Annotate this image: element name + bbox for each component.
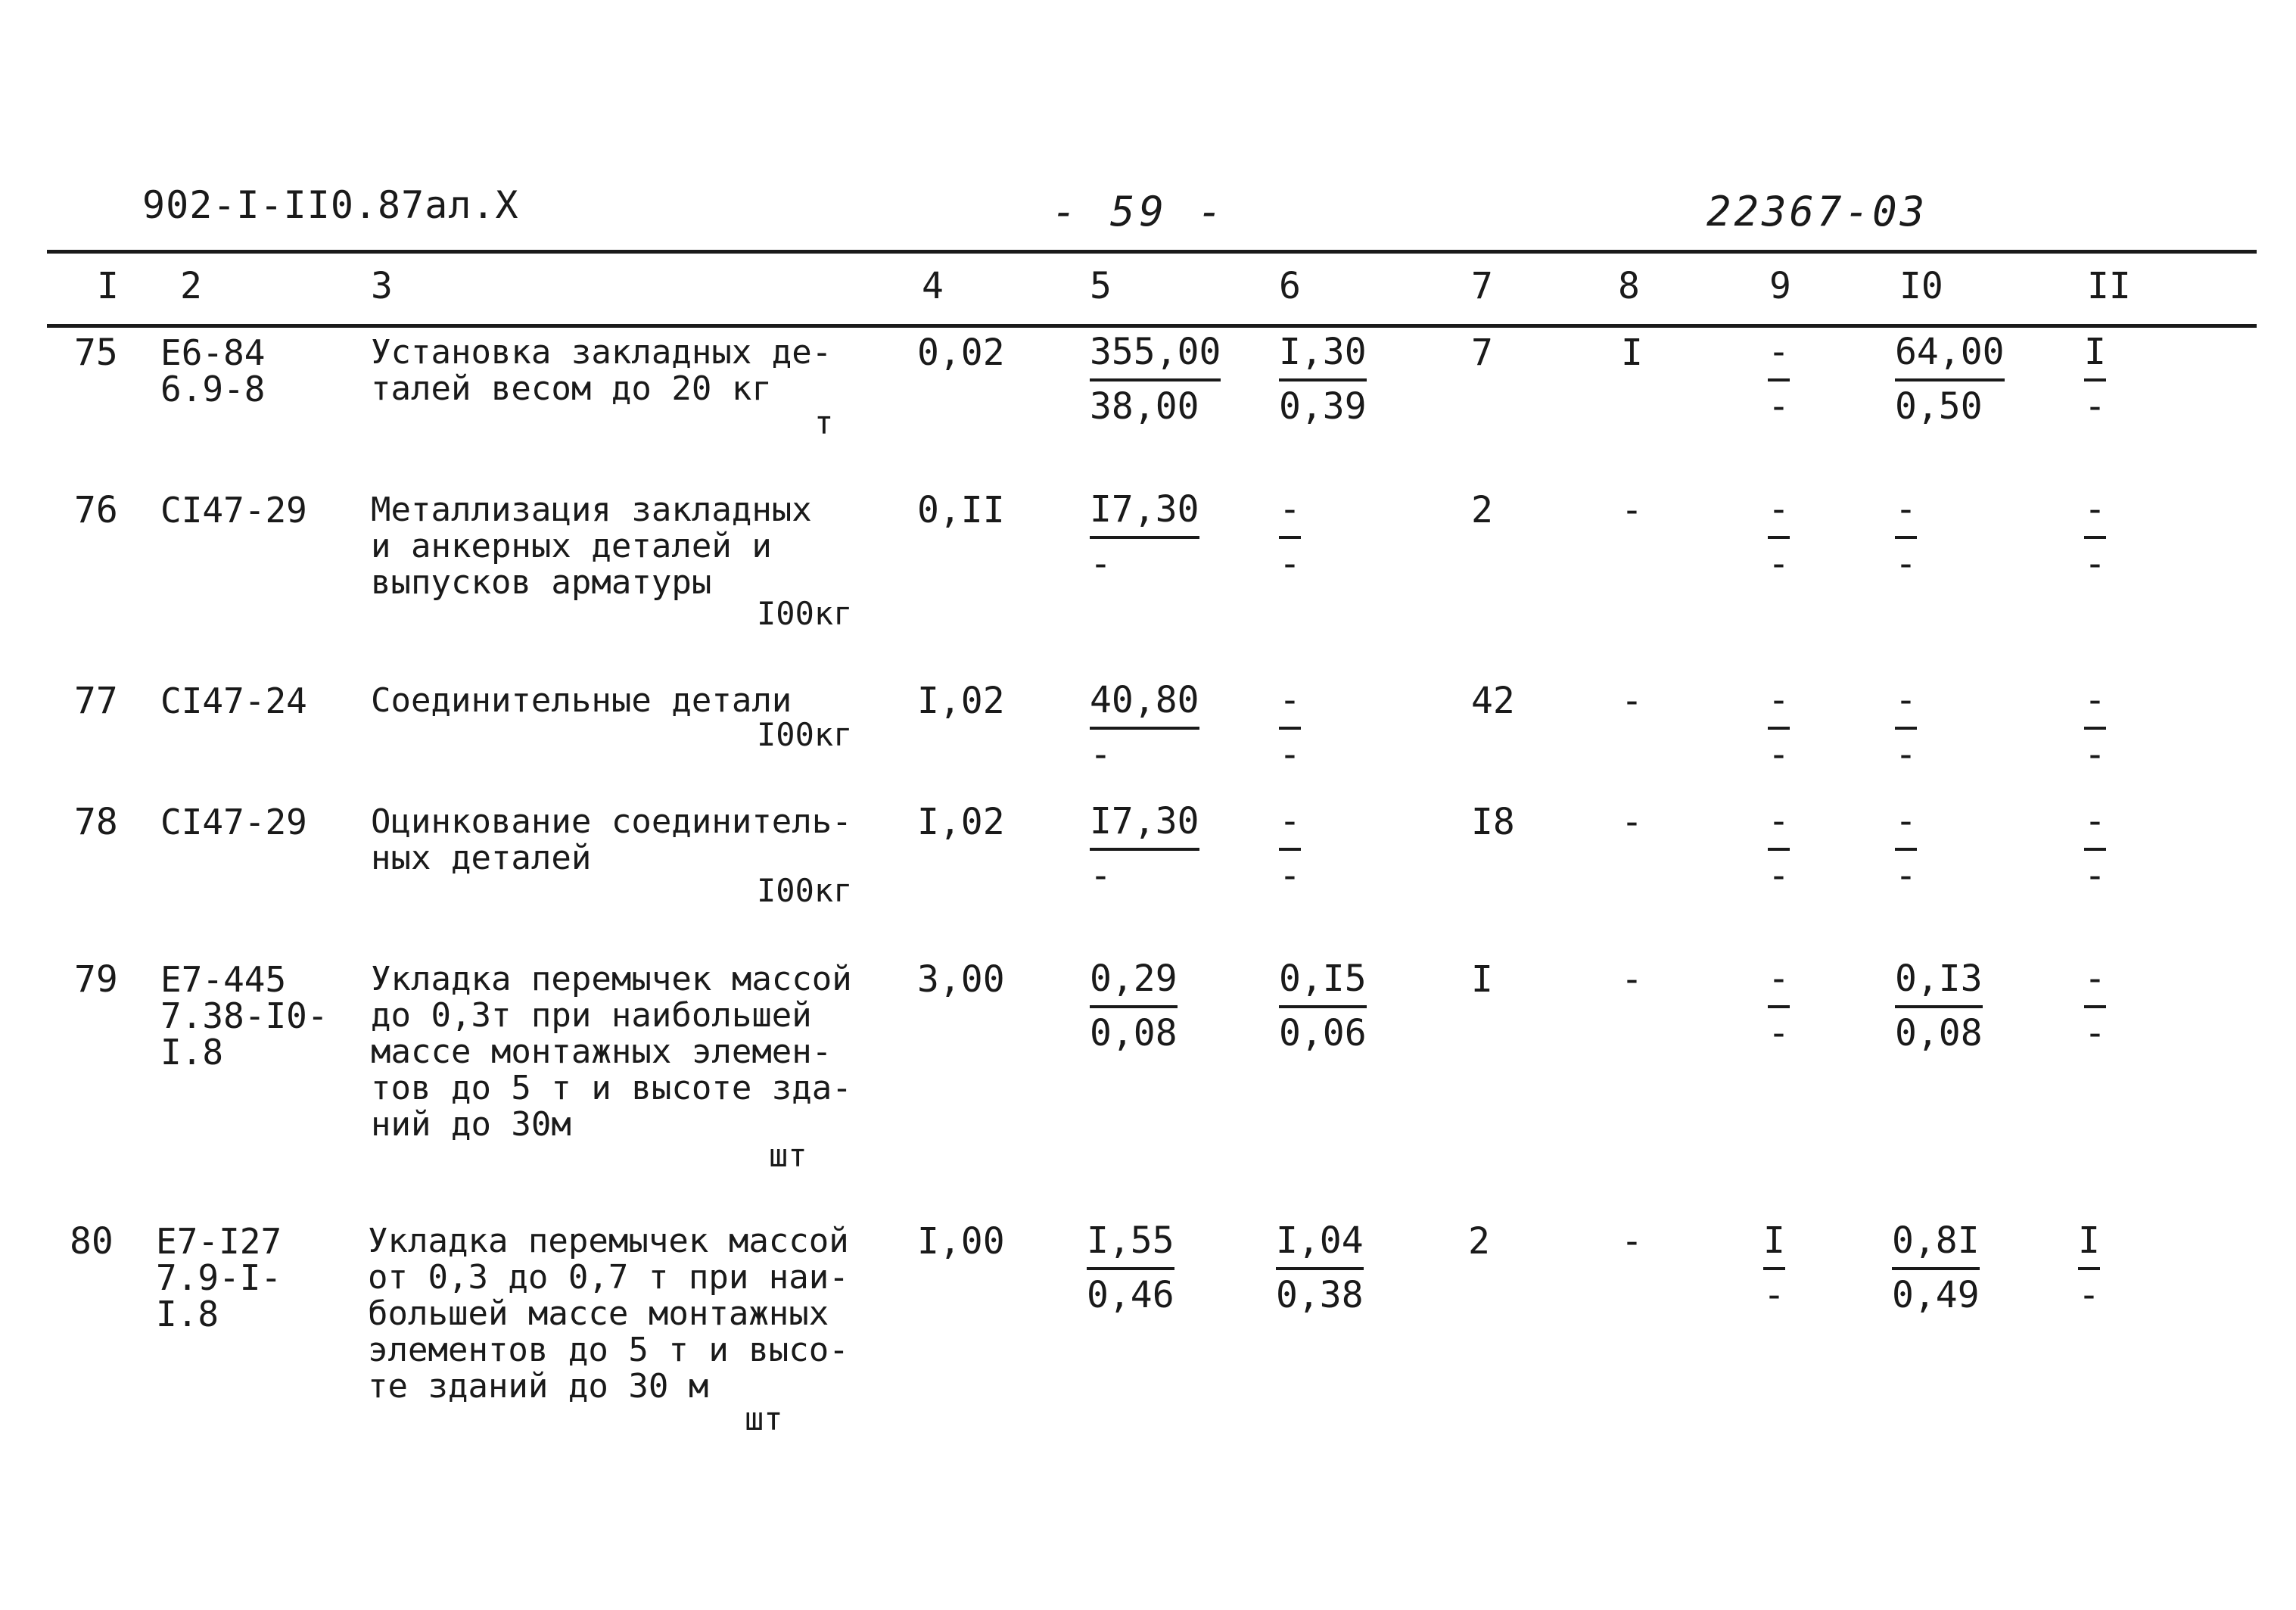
norm-code: СI47-24 — [160, 680, 307, 721]
col7-value: 2 — [1468, 1220, 1490, 1263]
fraction-bottom: - — [1279, 855, 1301, 897]
fraction-col11 — [2084, 327, 2106, 431]
column-header: 6 — [1279, 265, 1301, 307]
col8-value: I — [1621, 332, 1643, 374]
page-number: - 59 - — [1052, 188, 1227, 235]
fraction-bottom: - — [2084, 385, 2106, 428]
unit-label: I00кг — [757, 872, 853, 909]
column-header: II — [2087, 265, 2131, 307]
fraction-top: I — [1763, 1216, 1785, 1270]
fraction-top: - — [2084, 484, 2106, 539]
work-description: Соединительные детали — [371, 681, 792, 720]
fraction-bottom: - — [2084, 733, 2106, 776]
work-description: Оцинкование соединитель- ных деталей — [371, 802, 852, 877]
fraction-bottom: 0,06 — [1279, 1012, 1367, 1054]
col8-value: - — [1621, 958, 1643, 1001]
fraction-top: - — [1895, 796, 1917, 851]
fraction-bottom: - — [1090, 855, 1112, 897]
col8-value: - — [1621, 1220, 1643, 1263]
fraction-bottom: 0,08 — [1090, 1012, 1178, 1054]
column-header: 7 — [1471, 265, 1493, 307]
row-number: 79 — [74, 958, 118, 1001]
fraction-col9 — [1768, 954, 1790, 1058]
fraction-col11 — [2084, 796, 2106, 901]
fraction-bottom: 0,50 — [1895, 385, 1983, 428]
unit-label: т — [814, 404, 834, 441]
fraction-bottom: - — [1279, 733, 1301, 776]
fraction-col11 — [2078, 1216, 2100, 1320]
fraction-col11 — [2084, 954, 2106, 1058]
fraction-top: I7,30 — [1090, 484, 1199, 539]
fraction-col9 — [1768, 484, 1790, 589]
column-header: I — [97, 265, 119, 307]
fraction-col10 — [1895, 675, 1917, 780]
quantity: 0,02 — [917, 332, 1005, 374]
fraction-top: I,55 — [1087, 1216, 1174, 1270]
fraction-col10 — [1895, 796, 1917, 901]
norm-code: СI47-29 — [160, 802, 307, 842]
fraction-top: - — [1895, 484, 1917, 539]
fraction-top: - — [1768, 675, 1790, 730]
fraction-col10 — [1892, 1216, 1980, 1320]
row-number: 78 — [74, 801, 118, 843]
column-header: 3 — [371, 265, 393, 307]
fraction-top: I7,30 — [1090, 796, 1199, 851]
fraction-col6 — [1279, 796, 1301, 901]
row-number: 76 — [74, 489, 118, 531]
fraction-bottom: - — [1768, 543, 1790, 585]
fraction-col6 — [1279, 327, 1367, 431]
fraction-bottom: - — [1090, 543, 1112, 585]
fraction-top: I — [2084, 327, 2106, 381]
fraction-col9 — [1768, 675, 1790, 780]
row-number: 77 — [74, 680, 118, 722]
quantity: 0,II — [917, 489, 1005, 531]
fraction-bottom: 38,00 — [1090, 385, 1199, 428]
col8-value: - — [1621, 801, 1643, 843]
col7-value: 7 — [1471, 332, 1493, 374]
fraction-bottom: - — [1090, 733, 1112, 776]
fraction-col6 — [1276, 1216, 1364, 1320]
fraction-bottom: 0,46 — [1087, 1274, 1174, 1316]
fraction-col9 — [1763, 1216, 1785, 1320]
quantity: I,02 — [917, 801, 1005, 843]
fraction-top: - — [1768, 484, 1790, 539]
norm-code: Е6-84 6.9-8 — [160, 332, 266, 410]
col7-value: 2 — [1471, 489, 1493, 531]
row-number: 75 — [74, 332, 118, 374]
work-description: Укладка перемычек массой до 0,3т при наибольшей массе монтажных элемен- тов до 5 т и высоте зда- ний до 30м — [371, 960, 852, 1144]
fraction-bottom: - — [1768, 1012, 1790, 1054]
norm-code: Е7-I27 7.9-I- I.8 — [156, 1221, 282, 1334]
fraction-bottom: 0,39 — [1279, 385, 1367, 428]
fraction-bottom: 0,38 — [1276, 1274, 1364, 1316]
fraction-top: I,30 — [1279, 327, 1367, 381]
fraction-bottom: - — [1279, 543, 1301, 585]
fraction-top: - — [1279, 484, 1301, 539]
column-header: 9 — [1769, 265, 1791, 307]
column-header: 4 — [922, 265, 944, 307]
unit-label: I00кг — [757, 716, 853, 753]
work-description: Металлизация закладных и анкерных деталей и выпусков арматуры — [371, 490, 812, 602]
column-header: 8 — [1618, 265, 1640, 307]
fraction-top: I — [2078, 1216, 2100, 1270]
col7-value: I8 — [1471, 801, 1515, 843]
work-description: Укладка перемычек массой от 0,3 до 0,7 т при наи- большей массе монтажных элементов до 5 т и высо- те зданий до 30 м — [368, 1222, 849, 1406]
fraction-col5 — [1087, 1216, 1174, 1320]
row-number: 80 — [70, 1220, 114, 1263]
fraction-bottom: - — [1895, 733, 1917, 776]
col8-value: - — [1621, 489, 1643, 531]
fraction-col5 — [1090, 327, 1221, 431]
fraction-bottom: - — [1895, 855, 1917, 897]
fraction-bottom: - — [1768, 385, 1790, 428]
fraction-top: 0,I3 — [1895, 954, 1983, 1008]
document-code: 902-I-II0.87ал.Х — [142, 183, 519, 227]
fraction-top: - — [2084, 954, 2106, 1008]
fraction-col9 — [1768, 327, 1790, 431]
fraction-bottom: - — [1895, 543, 1917, 585]
fraction-bottom: - — [1763, 1274, 1785, 1316]
fraction-col5 — [1090, 675, 1199, 780]
fraction-bottom: - — [1768, 733, 1790, 776]
fraction-top: - — [2084, 796, 2106, 851]
fraction-top: 0,I5 — [1279, 954, 1367, 1008]
fraction-bottom: 0,08 — [1895, 1012, 1983, 1054]
fraction-top: - — [1279, 675, 1301, 730]
fraction-bottom: 0,49 — [1892, 1274, 1980, 1316]
unit-label: I00кг — [757, 595, 853, 632]
fraction-top: 355,00 — [1090, 327, 1221, 381]
col7-value: 42 — [1471, 680, 1515, 722]
norm-code: СI47-29 — [160, 490, 307, 531]
fraction-col11 — [2084, 484, 2106, 589]
fraction-bottom: - — [2084, 855, 2106, 897]
fraction-top: - — [1768, 796, 1790, 851]
fraction-top: - — [1768, 954, 1790, 1008]
fraction-col10 — [1895, 327, 2005, 431]
fraction-top: 0,8I — [1892, 1216, 1980, 1270]
fraction-col5 — [1090, 954, 1178, 1058]
fraction-col11 — [2084, 675, 2106, 780]
fraction-bottom: - — [1768, 855, 1790, 897]
fraction-top: 64,00 — [1895, 327, 2005, 381]
fraction-col9 — [1768, 796, 1790, 901]
fraction-bottom: - — [2084, 543, 2106, 585]
fraction-col5 — [1090, 796, 1199, 901]
fraction-top: 40,80 — [1090, 675, 1199, 730]
fraction-top: - — [1768, 327, 1790, 381]
unit-label: шт — [745, 1400, 783, 1437]
fraction-col6 — [1279, 954, 1367, 1058]
fraction-col5 — [1090, 484, 1199, 589]
fraction-top: - — [1895, 675, 1917, 730]
fraction-bottom: - — [2084, 1012, 2106, 1054]
fraction-top: 0,29 — [1090, 954, 1178, 1008]
col7-value: I — [1471, 958, 1493, 1001]
quantity: I,00 — [917, 1220, 1005, 1263]
fraction-top: - — [2084, 675, 2106, 730]
fraction-top: I,04 — [1276, 1216, 1364, 1270]
fraction-bottom: - — [2078, 1274, 2100, 1316]
work-description: Установка закладных де- талей весом до 20 кг — [371, 333, 832, 408]
column-header: 5 — [1090, 265, 1112, 307]
fraction-col6 — [1279, 484, 1301, 589]
fraction-col6 — [1279, 675, 1301, 780]
quantity: 3,00 — [917, 958, 1005, 1001]
fraction-col10 — [1895, 954, 1983, 1058]
col8-value: - — [1621, 680, 1643, 722]
unit-label: шт — [769, 1137, 807, 1174]
fraction-col10 — [1895, 484, 1917, 589]
quantity: I,02 — [917, 680, 1005, 722]
column-header: I0 — [1899, 265, 1943, 307]
norm-code: Е7-445 7.38-I0- I.8 — [160, 959, 328, 1073]
table-top-rule — [47, 250, 2257, 254]
fraction-top: - — [1279, 796, 1301, 851]
document-number: 22367-03 — [1706, 188, 1928, 235]
column-header: 2 — [180, 265, 202, 307]
